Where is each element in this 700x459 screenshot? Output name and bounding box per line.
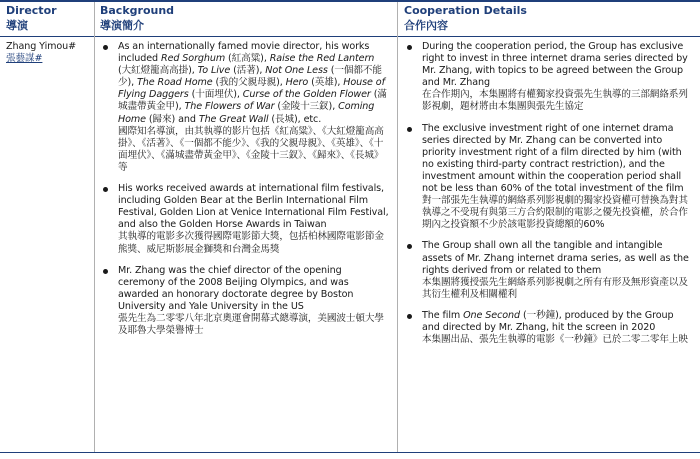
bullet-text-zh: 其執導的電影多次獲得國際電影節大獎，包括柏林國際電影節金熊獎、威尼斯影展金獅獎和台灣金馬獎 bbox=[118, 231, 384, 255]
bullet-text-en: The Group shall own all the tangible and intangible assets of Mr. Zhang internet drama series, as well as the rights derived from or related to them bbox=[422, 240, 689, 276]
cooperation-bullet bbox=[404, 310, 694, 346]
header-director-zh: 導演 bbox=[6, 19, 28, 32]
cooperation-bullet bbox=[404, 123, 694, 232]
header-cooperation bbox=[404, 3, 527, 33]
bottom-rule bbox=[0, 452, 700, 453]
bullet-text-zh: 本集團將獲授張先生網絡系列影視劇之所有有形及無形資產以及其衍生權利及相關權利 bbox=[422, 276, 688, 300]
header-rule bbox=[0, 36, 700, 37]
bullet-text-en: During the cooperation period, the Group has exclusive right to invest in three internet drama series directed by Mr. Zhang, with topics to be agreed between the Group and Mr. Zhang bbox=[422, 41, 688, 89]
bullet-dot bbox=[407, 45, 412, 50]
header-cooperation-zh: 合作內容 bbox=[404, 19, 448, 32]
bullet-text-zh: 對一部張先生執導的網絡系列影視劇的獨家投資權可替換為對其執導之不受現有與第三方合約限制的電影之優先投資權，於合作期內之投資額不少於該電影投資總額的60% bbox=[422, 195, 688, 231]
bullet-dot bbox=[103, 45, 108, 50]
header-director bbox=[6, 3, 57, 33]
bullet-text-en: The film One Second (一秒鐘), produced by the Group and directed by Mr. Zhang, hit the screen in 2020 bbox=[422, 309, 674, 333]
background-bullet bbox=[100, 183, 390, 256]
bullet-dot bbox=[407, 127, 412, 132]
header-cooperation-en: Cooperation Details bbox=[404, 4, 527, 17]
bullet-text-en: Mr. Zhang was the chief director of the opening ceremony of the 2008 Beijing Olympics, and was awarded an honorary doctorate degree by Boston University and Yale University in the US bbox=[118, 264, 354, 312]
bullet-text-en: As an internationally famed movie director, his works included Red Sorghum (紅高粱), Raise the Red Lantern (大紅燈籠高高掛), To Live (活著), Not One Less (一個都不能少), The Road Home (我的父親母親), Hero (英雄), House of Flying Daggers (十面埋伏), Curse of the Golden Flower (滿城盡帶黃金甲), The Flowers of War (金陵十三釵), Coming Home (歸來) and The Great Wall (長城), etc. bbox=[118, 41, 387, 125]
bullet-dot bbox=[103, 187, 108, 192]
director-cell bbox=[6, 41, 90, 65]
header-background-en: Background bbox=[100, 4, 175, 17]
bullet-dot bbox=[407, 244, 412, 249]
cooperation-bullet bbox=[404, 240, 694, 300]
top-rule bbox=[0, 0, 700, 2]
column-divider bbox=[397, 2, 398, 452]
bullet-text-en: His works received awards at international film festivals, including Golden Bear at the Berlin International Film Festival, Golden Lion at Venice International Film Festival, and also the Golden Horse Awards in Taiwan bbox=[118, 183, 389, 231]
background-bullet bbox=[100, 265, 390, 338]
cooperation-cell bbox=[404, 41, 694, 355]
bullet-text-zh: 國際知名導演，由其執導的影片包括《紅高粱》、《大紅燈籠高高掛》、《活著》、《一個都不能少》、《我的父親母親》、《英雄》、《十面埋伏》、《滿城盡帶黃金甲》、《金陵十三釵》、《歸來》、《長城》等 bbox=[118, 125, 384, 173]
header-background-zh: 導演簡介 bbox=[100, 19, 144, 32]
bullet-dot bbox=[407, 314, 412, 319]
bullet-text-zh: 張先生為二零零八年北京奧運會開幕式總導演，美國波士頓大學及耶魯大學榮譽博士 bbox=[118, 312, 384, 337]
cooperation-bullet bbox=[404, 41, 694, 114]
header-background bbox=[100, 3, 174, 33]
column-divider bbox=[94, 2, 95, 452]
bullet-text-zh: 本集團出品、張先生執導的電影《一秒鐘》已於二零二零年上映 bbox=[422, 334, 688, 346]
header-director-en: Director bbox=[6, 4, 57, 17]
director-name-zh[interactable]: 張藝謀# bbox=[6, 53, 43, 65]
bullet-text-zh: 在合作期內，本集團將有權獨家投資張先生執導的三部網絡系列影視劇，題材將由本集團與張先生協定 bbox=[422, 89, 688, 113]
background-bullet bbox=[100, 41, 390, 174]
director-name-en: Zhang Yimou# bbox=[6, 41, 77, 52]
bullet-text-en: The exclusive investment right of one internet drama series directed by Mr. Zhang can be converted into priority investment right of a film directed by him (with no existing third-party contract restriction), and the investment amount within the cooperation period shall not be less than 60% of the total investment of the film bbox=[422, 122, 684, 195]
bullet-dot bbox=[103, 269, 108, 274]
background-cell bbox=[100, 41, 390, 346]
